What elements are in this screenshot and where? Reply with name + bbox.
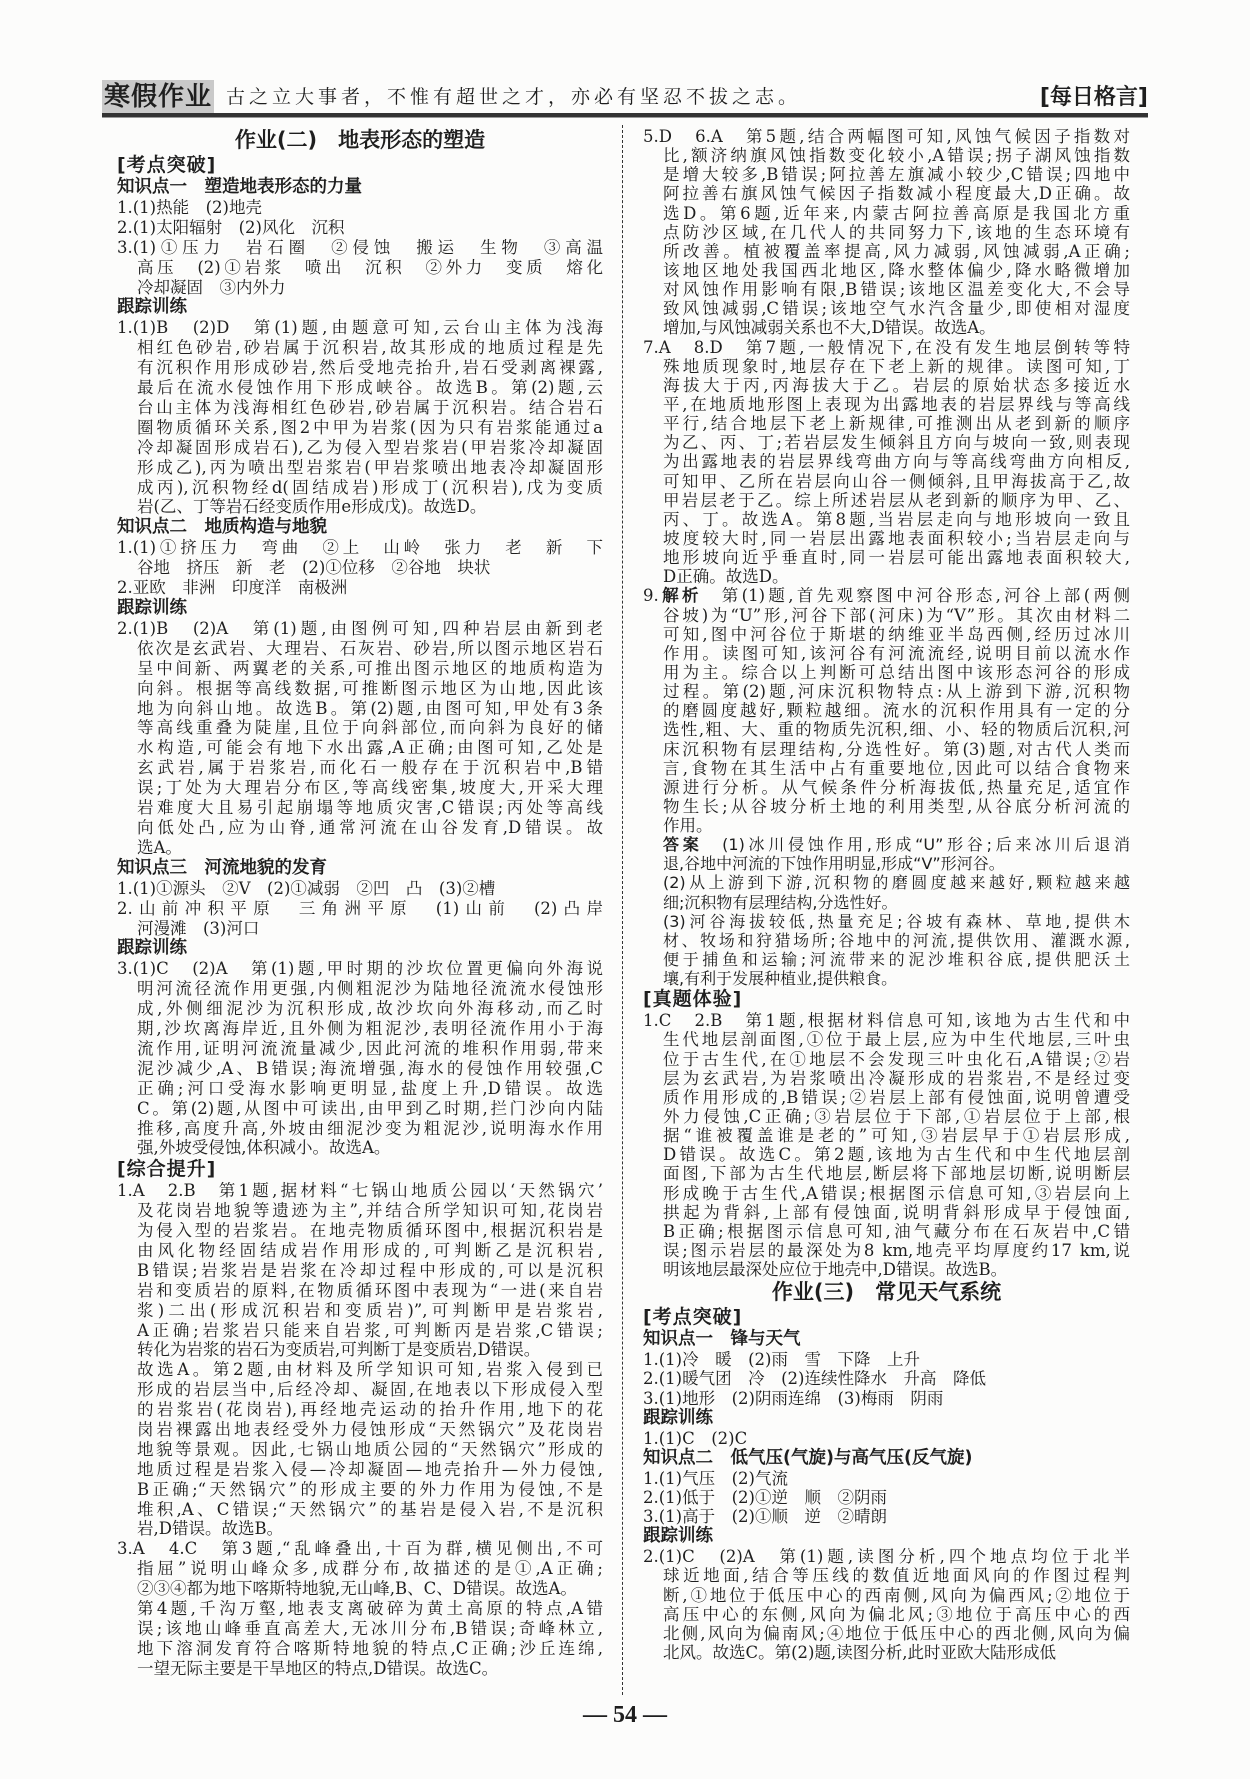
text-line: D错误。故选C。第2题,该地为古生代和中生代地层剖 <box>663 1145 1130 1165</box>
text-line: 增加,与风蚀减弱关系也不大,D错误。故选A。 <box>663 318 996 338</box>
text-line: 2.亚欧 非洲 印度洋 南极洲 <box>117 578 348 598</box>
text-line: 第4题,千沟万壑,地表支离破碎为黄土高原的特点,A错 <box>137 1599 603 1618</box>
text-line: 为乙、丙、丁;若岩层发生倾斜且方向与坡向一致,则表现 <box>663 433 1130 453</box>
text-line: 相红色砂岩,砂岩属于沉积岩,故其形成的地质过程是先 <box>137 338 603 358</box>
subheading: 知识点一 塑造地表形态的力量 <box>117 177 362 197</box>
text-line: 正确;河口受海水影响更明显,盐度上升,D错误。故选 <box>137 1078 603 1098</box>
text-line: 1.(1)冷 暖 (2)雨 雪 下降 上升 <box>643 1350 920 1370</box>
text-line: 选D。第6题,近年来,内蒙古阿拉善高原是我国北方重 <box>663 203 1130 223</box>
text-line: 岩难度大且易引起崩塌等地质灾害,C错误;丙处等高线 <box>137 798 603 818</box>
text-line: 1.(1)B (2)D 第(1)题,由题意可知,云台山主体为浅海 <box>117 318 603 338</box>
subheading: 知识点三 河流地貌的发育 <box>117 857 327 878</box>
text-line: 层为玄武岩,为岩浆喷出冷凝形成的岩浆岩,不是经过变 <box>663 1068 1130 1088</box>
text-line: B正确;根据图示信息可知,油气藏分布在石灰岩中,C错 <box>663 1221 1130 1241</box>
text-line: 泥沙减少,A、B错误;海流增强,海水的侵蚀作用较强,C <box>137 1058 603 1078</box>
text-line: 流作用,证明河流流量减少,因此河流的堆积作用弱,带来 <box>137 1038 603 1058</box>
text-line: 球近地面,结合等压线的数值近地面风向的作图过程判 <box>663 1566 1130 1586</box>
text-line: 向斜。根据等高线数据,可推断图示地区为山地,因此该 <box>137 678 603 698</box>
subheading: 跟踪训练 <box>117 938 187 959</box>
text-line: ②③④都为地下喀斯特地貌,无山峰,B、C、D错误。故选A。 <box>137 1579 577 1599</box>
text-line: 3.(1)高于 (2)①顺 逆 ②晴朗 <box>643 1507 887 1527</box>
text-line: 拱起为背斜,上部有侵蚀面,说明背斜形成早于侵蚀面, <box>663 1202 1130 1222</box>
text-line: 生代地层剖面图,①位于最上层,应为中生代地层,三叶虫 <box>663 1030 1130 1050</box>
text-line: 1.(1)气压 (2)气流 <box>643 1468 788 1488</box>
text-line: 2.山前冲积平原 三角洲平原 (1)山前 (2)凸岸 <box>117 898 603 918</box>
text-line: 1.(1)①源头 ②V (2)①减弱 ②凹 凸 (3)②槽 <box>117 878 496 898</box>
header-tag: 寒假作业 <box>103 82 212 112</box>
text-line: C。第(2)题,从图中可读出,由甲到乙时期,拦门沙向内陆 <box>137 1098 603 1118</box>
text-line: 推移,高度升高,外坡由细泥沙变为粗泥沙,说明海水作用 <box>137 1118 603 1138</box>
text-line: 一望无际主要是干旱地区的特点,D错误。故选C。 <box>137 1658 499 1678</box>
line-text: (1)冰川侵蚀作用,形成“U”形谷;后来冰川后退消 <box>702 835 1130 855</box>
answer-line: 退,谷地中河流的下蚀作用明显,形成“V”形河谷。 <box>663 854 1005 874</box>
subheading: 知识点二 地质构造与地貌 <box>117 517 327 538</box>
text-line: 致风蚀减弱,C错误;该地空气水汽含量少,即使相对湿度 <box>663 299 1130 319</box>
text-line: 海拔大于丙,丙海拔大于乙。岩层的原始状态多接近水 <box>663 375 1130 395</box>
text-line: A正确;岩浆岩只能来自岩浆,可判断丙是岩浆,C错误; <box>137 1320 603 1340</box>
text-line: 谷地 挤压 新 老 (2)①位移 ②谷地 块状 <box>137 558 491 578</box>
text-line: 3.(1)①压力 岩石圈 ②侵蚀 搬运 生物 ③高温 <box>117 237 603 257</box>
text-line: 2.(1)低于 (2)①逆 顺 ②阴雨 <box>643 1488 887 1507</box>
text-line: 转化为岩浆的岩石为变质岩,可判断丁是变质岩,D错误。 <box>137 1340 541 1360</box>
text-line: 玄武岩,属于岩浆岩,而化石一般存在于沉积岩中,B错 <box>137 758 603 778</box>
answer-line: 壤,有利于发展种植业,提供粮食。 <box>663 969 898 989</box>
text-line: 北侧,风向为偏南风;④地位于低压中心的西北侧,风向为偏 <box>663 1623 1130 1643</box>
text-line: 强,外坡受侵蚀,体积减小。故选A。 <box>137 1138 391 1158</box>
page-header <box>102 80 1148 114</box>
text-line: 过程。第(2)题,河床沉积物特点:从上游到下游,沉积物 <box>663 682 1130 702</box>
text-line: 最后在流水侵蚀作用下形成峡谷。故选B。第(2)题,云 <box>137 378 603 398</box>
text-line: 地形坡向近乎垂直时,同一岩层可能出露地表面积较大, <box>663 548 1130 568</box>
text-line: 地貌等景观。因此,七锅山地质公园的“天然锅穴”形成的 <box>137 1439 603 1459</box>
line-text: 第(1)题,首先观察图中河谷形态,河谷上部(两侧 <box>701 586 1130 606</box>
text-line: 明该地层最深处应位于地壳中,D错误。故选B。 <box>663 1260 1008 1280</box>
header-motto: [每日格言] <box>1039 85 1148 110</box>
section-label: [考点突破] <box>117 154 217 176</box>
text-line: 冷却凝固形成岩石),乙为侵入型岩浆岩(甲岩浆冷却凝固 <box>137 437 603 457</box>
text-line: 地为向斜山地。故选B。第(2)题,由图可知,甲处有3条 <box>137 698 603 718</box>
text-line: 可知,图中河谷位于斯堪的纳维亚半岛西侧,经历过冰川 <box>663 624 1130 644</box>
text-line: B正确;“天然锅穴”的形成主要的外力作用为侵蚀,不是 <box>137 1479 603 1499</box>
text-line: 3.(1)地形 (2)阴雨连绵 (3)梅雨 阴雨 <box>643 1388 944 1408</box>
text-line: 3.A 4.C 第3题,“乱峰叠出,十百为群,横见侧出,不可 <box>117 1539 603 1559</box>
section-label: [综合提升] <box>117 1158 217 1181</box>
text-line: 2.(1)B (2)A 第(1)题,由图例可知,四种岩层由新到老 <box>117 619 603 639</box>
text-line: 5.D 6.A 第5题,结合两幅图可知,风蚀气候因子指数对 <box>643 127 1130 146</box>
text-line: 冷却凝固 ③内外力 <box>137 277 286 297</box>
text-line: 该地区地处我国西北地区,降水整体偏少,降水略微增加 <box>663 260 1130 280</box>
text-line: 北风。故选C。第(2)题,读图分析,此时亚欧大陆形成低 <box>663 1642 1056 1662</box>
text-line: 有沉积作用形成砂岩,然后受地壳抬升,岩石受剥离裸露, <box>137 358 603 378</box>
text-line: 圈物质循环关系,图2中甲为岩浆(因为只有岩浆能通过a <box>137 417 603 437</box>
text-line: 高压 (2)①岩浆 喷出 沉积 ②外力 变质 熔化 <box>137 257 603 277</box>
text-line: 作用。 <box>663 816 713 836</box>
item-number: 9. <box>643 586 659 606</box>
text-line: 甲岩层老于乙。综上所述岩层从老到新的顺序为甲、乙、 <box>663 490 1130 510</box>
text-line: 可知甲、乙所在岩层向山谷一侧倾斜,且甲海拔高于乙,故 <box>663 471 1130 491</box>
text-line: 1.(1)①挤压力 弯曲 ②上 山岭 张力 老 新 下 <box>117 538 603 558</box>
text-line: 水构造,可能会有地下水出露,A正确;由图可知,乙处是 <box>137 738 603 758</box>
answer-line: 细;沉积物有层理结构,分选性好。 <box>663 892 898 912</box>
text-line: 阿拉善右旗风蚀气候因子指数减小程度最大,D正确。故 <box>663 184 1130 204</box>
text-line: 面图,下部为古生代地层,断层将下部地层切断,说明断层 <box>663 1164 1130 1184</box>
text-line: B错误;岩浆岩是岩浆在冷却过程中形成的,可以是沉积 <box>137 1260 603 1280</box>
text-line: 岩,D错误。故选B。 <box>137 1519 284 1539</box>
text-line: 及花岗岩地貌等遗迹为主”,并结合所学知识可知,花岗岩 <box>137 1201 603 1221</box>
text-line: 2.(1)暖气团 冷 (2)连续性降水 升高 降低 <box>643 1369 986 1389</box>
text-line: 向低处凸,应为山脊,通常河流在山谷发育,D错误。故 <box>137 817 603 837</box>
text-line: 岗岩裸露出地表经受外力侵蚀形成“天然锅穴”及花岗岩 <box>137 1419 603 1439</box>
text-line: 言,食物在其生活中占有重要地位,因此可以结合食物来 <box>663 758 1130 778</box>
text-line: 浆)二出(形成沉积岩和变质岩)”,可判断甲是岩浆岩, <box>137 1300 603 1320</box>
answer-line: (2)从上游到下游,沉积物的磨圆度越来越好,颗粒越来越 <box>663 873 1130 893</box>
text-line: 据“谁被覆盖谁是老的”可知,③岩层早于①岩层形成, <box>663 1126 1130 1146</box>
text-line: 台山主体为浅海相红色砂岩,砂岩属于沉积岩。结合岩石 <box>137 398 603 418</box>
subheading: 跟踪训练 <box>117 598 187 619</box>
text-line: 3.(1)C (2)A 第(1)题,甲时期的沙坎位置更偏向外海说 <box>117 959 603 979</box>
subheading: 知识点二 低气压(气旋)与高气压(反气旋) <box>643 1447 973 1468</box>
text-line: 谷坡)为“U”形,河谷下部(河床)为“V”形。其次由材料二 <box>663 605 1130 625</box>
section-label: [真题体验] <box>643 988 743 1011</box>
text-line: 的磨圆度越好,颗粒越细。流水的沉积作用具有一定的分 <box>663 701 1130 721</box>
text-line: 用为主。综合以上判断可总结出图中该形态河谷的形成 <box>663 662 1130 682</box>
text-line: 为出露地表的岩层界线弯曲方向与等高线弯曲方向相反, <box>663 452 1130 472</box>
text-line: 误;图示岩层的最深处为8 km,地壳平均厚度约17 km,说 <box>663 1241 1130 1261</box>
text-line: 1.(1)C (2)C <box>643 1428 748 1448</box>
text-line: 选性,粗、大、重的物质先沉积,细、小、轻的物质后沉积,河 <box>663 720 1130 740</box>
text-line: 床沉积物有层理结构,分选性好。第(3)题,对古代人类而 <box>663 739 1130 759</box>
answer-line: 便于捕鱼和运输;河流带来的泥沙堆积谷底,提供肥沃土 <box>663 950 1130 970</box>
text-line: 位于古生代,在①地层不会发现三叶虫化石,A错误;②岩 <box>663 1049 1130 1069</box>
text-line: 点防沙区域,在几代人的共同努力下,该地的生态环境有 <box>663 222 1130 242</box>
text-line: 误;该地山峰垂直高差大,无冰川分布,B错误;奇峰林立, <box>137 1618 603 1638</box>
text-line: 选A。 <box>137 837 182 857</box>
text-line: 形成乙),丙为喷出型岩浆岩(甲岩浆喷出地表冷却凝固形 <box>137 457 603 477</box>
answer-line <box>643 835 1130 854</box>
text-line: 比,额济纳旗风蚀指数变化较小,A错误;拐子湖风蚀指数 <box>663 146 1130 166</box>
text-line: 质作用形成的,B错误;②岩层上部有侵蚀面,说明曾遭受 <box>663 1087 1130 1107</box>
section-title: 作业(二) 地表形态的塑造 <box>234 128 486 152</box>
subheading: 跟踪训练 <box>117 297 187 318</box>
text-line: 地下溶洞发育符合喀斯特地貌的特点,C正确;沙丘连绵, <box>137 1638 603 1658</box>
text-line: 呈中间新、两翼老的关系,可推出图示地区的地质构造为 <box>137 658 603 678</box>
text-line: 1.A 2.B 第1题,据材料“七锅山地质公园以‘天然锅穴’ <box>117 1181 603 1201</box>
text-line: 7.A 8.D 第7题,一般情况下,在没有发生地层倒转等特 <box>643 337 1130 357</box>
section-label: [考点突破] <box>643 1306 743 1329</box>
text-line: 等高线重叠为陡崖,且位于向斜部位,而向斜为良好的储 <box>137 718 603 738</box>
text-line: 形成晚于古生代,A错误;根据图示信息可知,③岩层向上 <box>663 1183 1130 1203</box>
text-line: D正确。故选D。 <box>663 567 789 587</box>
text-line: 误;丁处为大理岩分布区,等高线密集,坡度大,开采大理 <box>137 778 603 798</box>
answer-line: (3)河谷海拔较低,热量充足;谷坡有森林、草地,提供木 <box>663 911 1130 931</box>
text-line: 高压中心的东侧,风向为偏北风;③地位于高压中心的西 <box>663 1604 1130 1624</box>
text-line: 坡度较大时,同一岩层出露地表面积较小;当岩层走向与 <box>663 528 1130 548</box>
text-line: 期,沙坎离海岸近,且外侧为粗泥沙,表明径流作用小于海 <box>137 1019 603 1039</box>
text-line: 故选A。第2题,由材料及所学知识可知,岩浆入侵到已 <box>137 1360 603 1380</box>
text-line: 明河流径流作用更强,内侧粗泥沙为陆地径流流水侵蚀形 <box>137 979 603 999</box>
text-line: 由风化物经固结成岩作用形成的,可判断乙是沉积岩, <box>137 1240 603 1260</box>
text-line: 外力侵蚀,C正确;③岩层位于下部,①岩层位于上部,根 <box>663 1107 1130 1127</box>
text-line: 指屈”说明山峰众多,成群分布,故描述的是①,A正确; <box>137 1559 603 1579</box>
text-line: 地质过程是岩浆入侵—冷却凝固—地壳抬升—外力侵蚀, <box>137 1459 603 1479</box>
text-line: 源进行分析。从气候条件分析海拔低,热量充足,适宜作 <box>663 777 1130 797</box>
text-line: 物生长;从谷坡分析土地的利用类型,从谷底分析河流的 <box>663 796 1130 816</box>
text-line: 形成的岩层当中,后经冷却、凝固,在地表以下形成侵入型 <box>137 1380 603 1400</box>
text-line: 依次是玄武岩、大理岩、石灰岩、砂岩,所以图示地区岩石 <box>137 638 603 658</box>
text-line: 岩(乙、丁等岩石经变质作用e形成戊)。故选D。 <box>137 497 487 517</box>
text-line: 2.(1)C (2)A 第(1)题,读图分析,四个地点均位于北半 <box>643 1547 1130 1567</box>
right-column <box>643 127 1130 1662</box>
text-line: 成丙),沉积物经d(固结成岩)形成丁(沉积岩),戊为变质 <box>137 477 603 497</box>
text-line: 平行,结合地层下老上新规律,可推测出从老到新的顺序 <box>663 414 1130 434</box>
text-line: 殊地质现象时,地层存在下老上新的规律。读图可知,丁 <box>663 356 1130 376</box>
item-label: 解析 <box>658 586 702 606</box>
text-line: 堆积,A、C错误;“天然锅穴”的基岩是侵入岩,不是沉积 <box>137 1499 603 1519</box>
text-line: 所改善。植被覆盖率提高,风力减弱,风蚀减弱,A正确; <box>663 241 1130 261</box>
left-column <box>117 127 603 1679</box>
subheading: 跟踪训练 <box>643 1407 713 1428</box>
text-line: 2.(1)太阳辐射 (2)风化 沉积 <box>117 217 345 237</box>
text-line: 为侵入型的岩浆岩。在地壳物质循环图中,根据沉积岩是 <box>137 1221 603 1241</box>
item-label: 答案 <box>663 835 703 855</box>
text-line: 岩和变质岩的原料,在物质循环图中表现为“一进(来自岩 <box>137 1280 603 1300</box>
answer-line: 材、牧场和狩猎场所;谷地中的河流,提供饮用、灌溉水源, <box>663 930 1130 950</box>
text-line: 1.C 2.B 第1题,根据材料信息可知,该地为古生代和中 <box>643 1011 1130 1031</box>
column-divider <box>622 125 623 1695</box>
section-title: 作业(三) 常见天气系统 <box>771 1280 1002 1305</box>
text-line: 丙、丁。故选A。第8题,当岩层走向与地形坡向一致且 <box>663 509 1130 529</box>
subheading: 知识点一 锋与天气 <box>643 1329 801 1350</box>
text-line: 成,外侧细泥沙为沉积形成,故沙坎向外海移动,而乙时 <box>137 999 603 1019</box>
text-line: 1.(1)热能 (2)地壳 <box>117 198 262 217</box>
page-number: — 54 — <box>583 1702 667 1728</box>
text-line <box>643 586 1130 605</box>
text-line: 作用。读图可知,该河谷有河流流经,说明目前以流水作 <box>663 643 1130 663</box>
text-line: 的岩浆岩(花岗岩),再经地壳运动的抬升作用,地下的花 <box>137 1400 603 1420</box>
text-line: 断,①地位于低压中心的西南侧,风向为偏西风;②地位于 <box>663 1585 1130 1605</box>
text-line: 河漫滩 (3)河口 <box>137 918 260 938</box>
header-quote: 古之立大事者，不惟有超世之才，亦必有坚忍不拔之志。 <box>226 86 802 108</box>
text-line: 平,在地质地形图上表现为出露地表的岩层界线与等高线 <box>663 394 1130 414</box>
header-rule <box>102 113 1148 118</box>
subheading: 跟踪训练 <box>643 1526 713 1547</box>
text-line: 对风蚀作用影响有限,B错误;该地区温差变化大,不会导 <box>663 280 1130 300</box>
text-line: 是增大较多,B错误;阿拉善左旗减小较少,C错误;四地中 <box>663 165 1130 185</box>
